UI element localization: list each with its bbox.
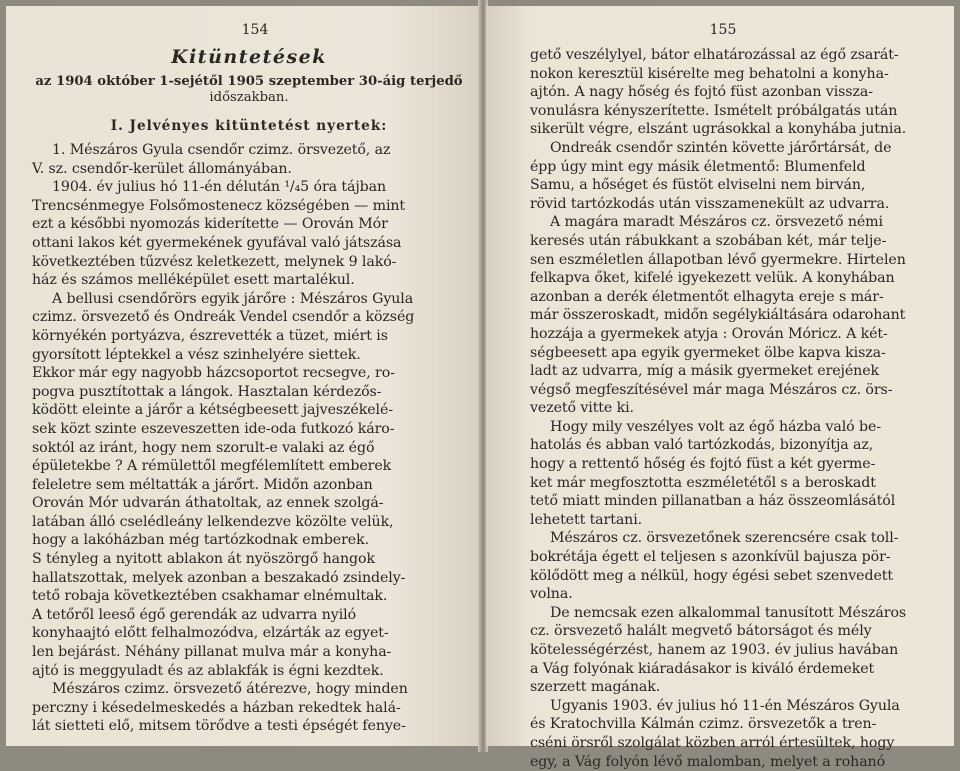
text-line: szerzett magának. bbox=[530, 679, 661, 696]
text-line: már összeroskadt, midőn segélykiáltására odarohant bbox=[530, 307, 906, 324]
text-line: sek közt szinte eszeveszetten ide-oda futkozó káro- bbox=[32, 420, 395, 437]
text-line: kötelességérzést, hanem az 1903. év julius havában bbox=[530, 642, 899, 658]
subtitle bbox=[32, 74, 466, 106]
text-line: latában álló cselédleány lelkendezve közölte velük, bbox=[32, 513, 394, 530]
text-line: Mészáros czimz. örsvezető átérezve, hogy minden bbox=[52, 681, 408, 698]
text-line: soktól az iránt, hogy nem szorult-e valaki az égő bbox=[32, 439, 375, 456]
text-line: ladt az udvarra, míg a másik gyermeket erejének bbox=[530, 363, 879, 380]
text-line: épületekbe ? A rémülettől megfélemlített emberek bbox=[32, 458, 392, 475]
text-line: ajtó is meggyuladt és az ablakfák is égni kezdtek. bbox=[32, 662, 384, 679]
text-line: sen eszméletlen állapotban lévő gyermekre. Hirtelen bbox=[530, 251, 906, 268]
text-line: tető miatt minden pillanatban a ház összeomlásától bbox=[530, 493, 896, 510]
text-line: hogy a lakóházban még tartózkodnak emberek. bbox=[32, 532, 369, 549]
text-line: volna. bbox=[530, 586, 573, 603]
text-line: ködött eleinte a járőr a kétségbeesett jajveszékelé- bbox=[32, 402, 393, 419]
page-number-right: 155 bbox=[709, 22, 737, 38]
text-line: következtében tűzvész keletkezett, melynek 9 lakó- bbox=[32, 253, 397, 270]
text-line: bokrétája égett el teljesen s azonkívül bajusza pör- bbox=[530, 549, 891, 566]
text-line: ket már megfosztotta eszméletétől s a beroskadt bbox=[530, 474, 876, 491]
text-line: S tényleg a nyitott ablakon át nyöszörgő hangok bbox=[32, 551, 375, 568]
text-line: lát sietteti elő, mitsem törődve a testi épségét fenye- bbox=[32, 718, 406, 735]
text-line: azonban a derék életmentőt elhagyta ereje s már- bbox=[530, 288, 884, 305]
text-line: végső megfeszítésével már maga Mészáros cz. örs- bbox=[530, 381, 893, 398]
text-line: tető robaja következtében csakhamar elnémultak. bbox=[32, 588, 388, 605]
text-line: gető veszélylyel, bátor elhatározással az égő zsarát- bbox=[530, 47, 899, 63]
text-line: épp úgy mint egy másik életmentő: Blumenfeld bbox=[530, 158, 866, 175]
right-body-text bbox=[530, 46, 940, 771]
left-body-text bbox=[32, 141, 466, 736]
text-line: Hogy mily veszélyes volt az égő házba való be- bbox=[550, 418, 882, 435]
text-line: sikerült végre, elszánt ugrásokkal a konyhába jutnia. bbox=[530, 121, 907, 138]
section-heading: I. Jelvényes kitüntetést nyertek: bbox=[110, 118, 388, 134]
text-line: nokon keresztül kisérelte meg behatolni a konyha- bbox=[530, 65, 889, 82]
text-line: Trencsénmegye Folsőmostenecz községében — mint bbox=[32, 197, 406, 214]
text-line: 1904. év julius hó 11-én délután ¹/₄5 óra tájban bbox=[52, 179, 387, 196]
text-line: és Kratochvilla Kálmán czimz. örsvezetők a tren- bbox=[530, 716, 877, 733]
text-line: cz. örsvezető halált megvető bátorságot és mély bbox=[530, 623, 872, 640]
text-line: kölődött meg a nélkül, hogy égési sebet szenvedett bbox=[530, 567, 893, 584]
text-line: ezt a későbbi nyomozás kiderítette — Orován Mór bbox=[32, 216, 388, 233]
text-line: hozzája a gyermekek atyja : Orován Móricz. A két- bbox=[530, 325, 888, 342]
text-line: keresés után rábukkant a szobában két, már telje- bbox=[530, 232, 887, 249]
text-line: perczny i késedelmeskedés a házban rekedtek halá- bbox=[32, 699, 401, 716]
text-line: A tetőről leeső égő gerendák az udvarra nyiló bbox=[32, 606, 357, 623]
text-line: Ekkor már egy nagyobb házcsoportot recsegve, ro- bbox=[32, 365, 395, 382]
text-line: feleletre sem méltatták a járőrt. Midőn azonban bbox=[32, 476, 373, 493]
text-line: vonulásra kényszerítette. Ismételt próbálgatás után bbox=[530, 102, 898, 119]
text-line: egy, a Vág folyón lévő malomban, melyet a rohanó bbox=[530, 753, 886, 770]
text-line: Ondreák csendőr szintén követte járőrtársát, de bbox=[550, 139, 892, 156]
text-line: rövid tartózkodás után visszamenekült az udvarra. bbox=[530, 195, 890, 212]
text-line: ottani lakos két gyermekének gyufával való játszása bbox=[32, 234, 402, 251]
text-line: A magára maradt Mészáros cz. örsvezető némi bbox=[550, 214, 883, 231]
text-line: Ugyanis 1903. év julius hó 11-én Mészáros Gyula bbox=[550, 697, 900, 714]
text-line: hatolás és abban való tartózkodás, bizonyítja az, bbox=[530, 437, 874, 454]
text-line: Mészáros cz. örsvezetőnek szerencsére csak toll- bbox=[550, 530, 899, 547]
text-line: Orován Mór udvarán áthatoltak, az ennek szolgá- bbox=[32, 495, 384, 512]
text-line: czimz. örsvezető és Ondreák Vendel csendőr a község bbox=[32, 309, 415, 326]
text-line: Samu, a hőséget és füstöt elviselni nem birván, bbox=[530, 177, 866, 194]
page-title: Kitüntetések bbox=[171, 46, 327, 68]
right-page bbox=[486, 6, 954, 770]
subtitle-line-2: időszakban. bbox=[209, 90, 289, 105]
text-line: 1. Mészáros Gyula csendőr czimz. örsvezető, az bbox=[52, 142, 391, 158]
text-line: gyorsított léptekkel a vész szinhelyére siettek. bbox=[32, 346, 361, 363]
text-line: a Vág folyónak kiáradásakor is kiváló érdemeket bbox=[530, 660, 875, 677]
text-line: cséni örsről szolgálat közben arról értesültek, hogy bbox=[530, 734, 895, 751]
subtitle-line-1: az 1904 október 1-sejétől 1905 szeptember 30-áig terjedő bbox=[35, 74, 463, 89]
left-page bbox=[6, 6, 482, 746]
text-line: hogy a rettentő hőség és fojtó füst a két gyerme- bbox=[530, 456, 876, 473]
page-number-left: 154 bbox=[241, 22, 269, 38]
text-line: környékén portyázva, észrevették a tüzet, miért is bbox=[32, 327, 388, 344]
text-line: lehetett tartani. bbox=[530, 511, 643, 528]
text-line: ajtón. A nagy hőség és fojtó füst azonban vissza- bbox=[530, 84, 873, 101]
text-line: len bejárást. Néhány pillanat mulva már a konyha- bbox=[32, 644, 392, 661]
text-line: felkapva őket, kifelé igyekezett velük. A konyhában bbox=[530, 270, 895, 287]
text-line: ház és számos melléképület esett martalékul. bbox=[32, 272, 355, 289]
text-line: hallatszottak, melyek azonban a beszakadó zsindely- bbox=[32, 569, 406, 586]
text-line: ségbeesett apa egyik gyermeket ölbe kapva kisza- bbox=[530, 344, 886, 361]
text-line: konyhaajtó előtt felhalmozódva, elzárták az egyet- bbox=[32, 625, 389, 642]
text-line: De nemcsak ezen alkalommal tanusított Mészáros bbox=[550, 604, 907, 621]
text-line: vezető vitte ki. bbox=[530, 400, 634, 417]
text-line: A bellusi csendőrörs egyik járőre : Mészáros Gyula bbox=[52, 290, 414, 307]
text-line: pogva pusztítottak a lángok. Hasztalan kérdezős- bbox=[32, 383, 382, 400]
text-line: V. sz. csendőr-kerület állományában. bbox=[32, 160, 292, 177]
